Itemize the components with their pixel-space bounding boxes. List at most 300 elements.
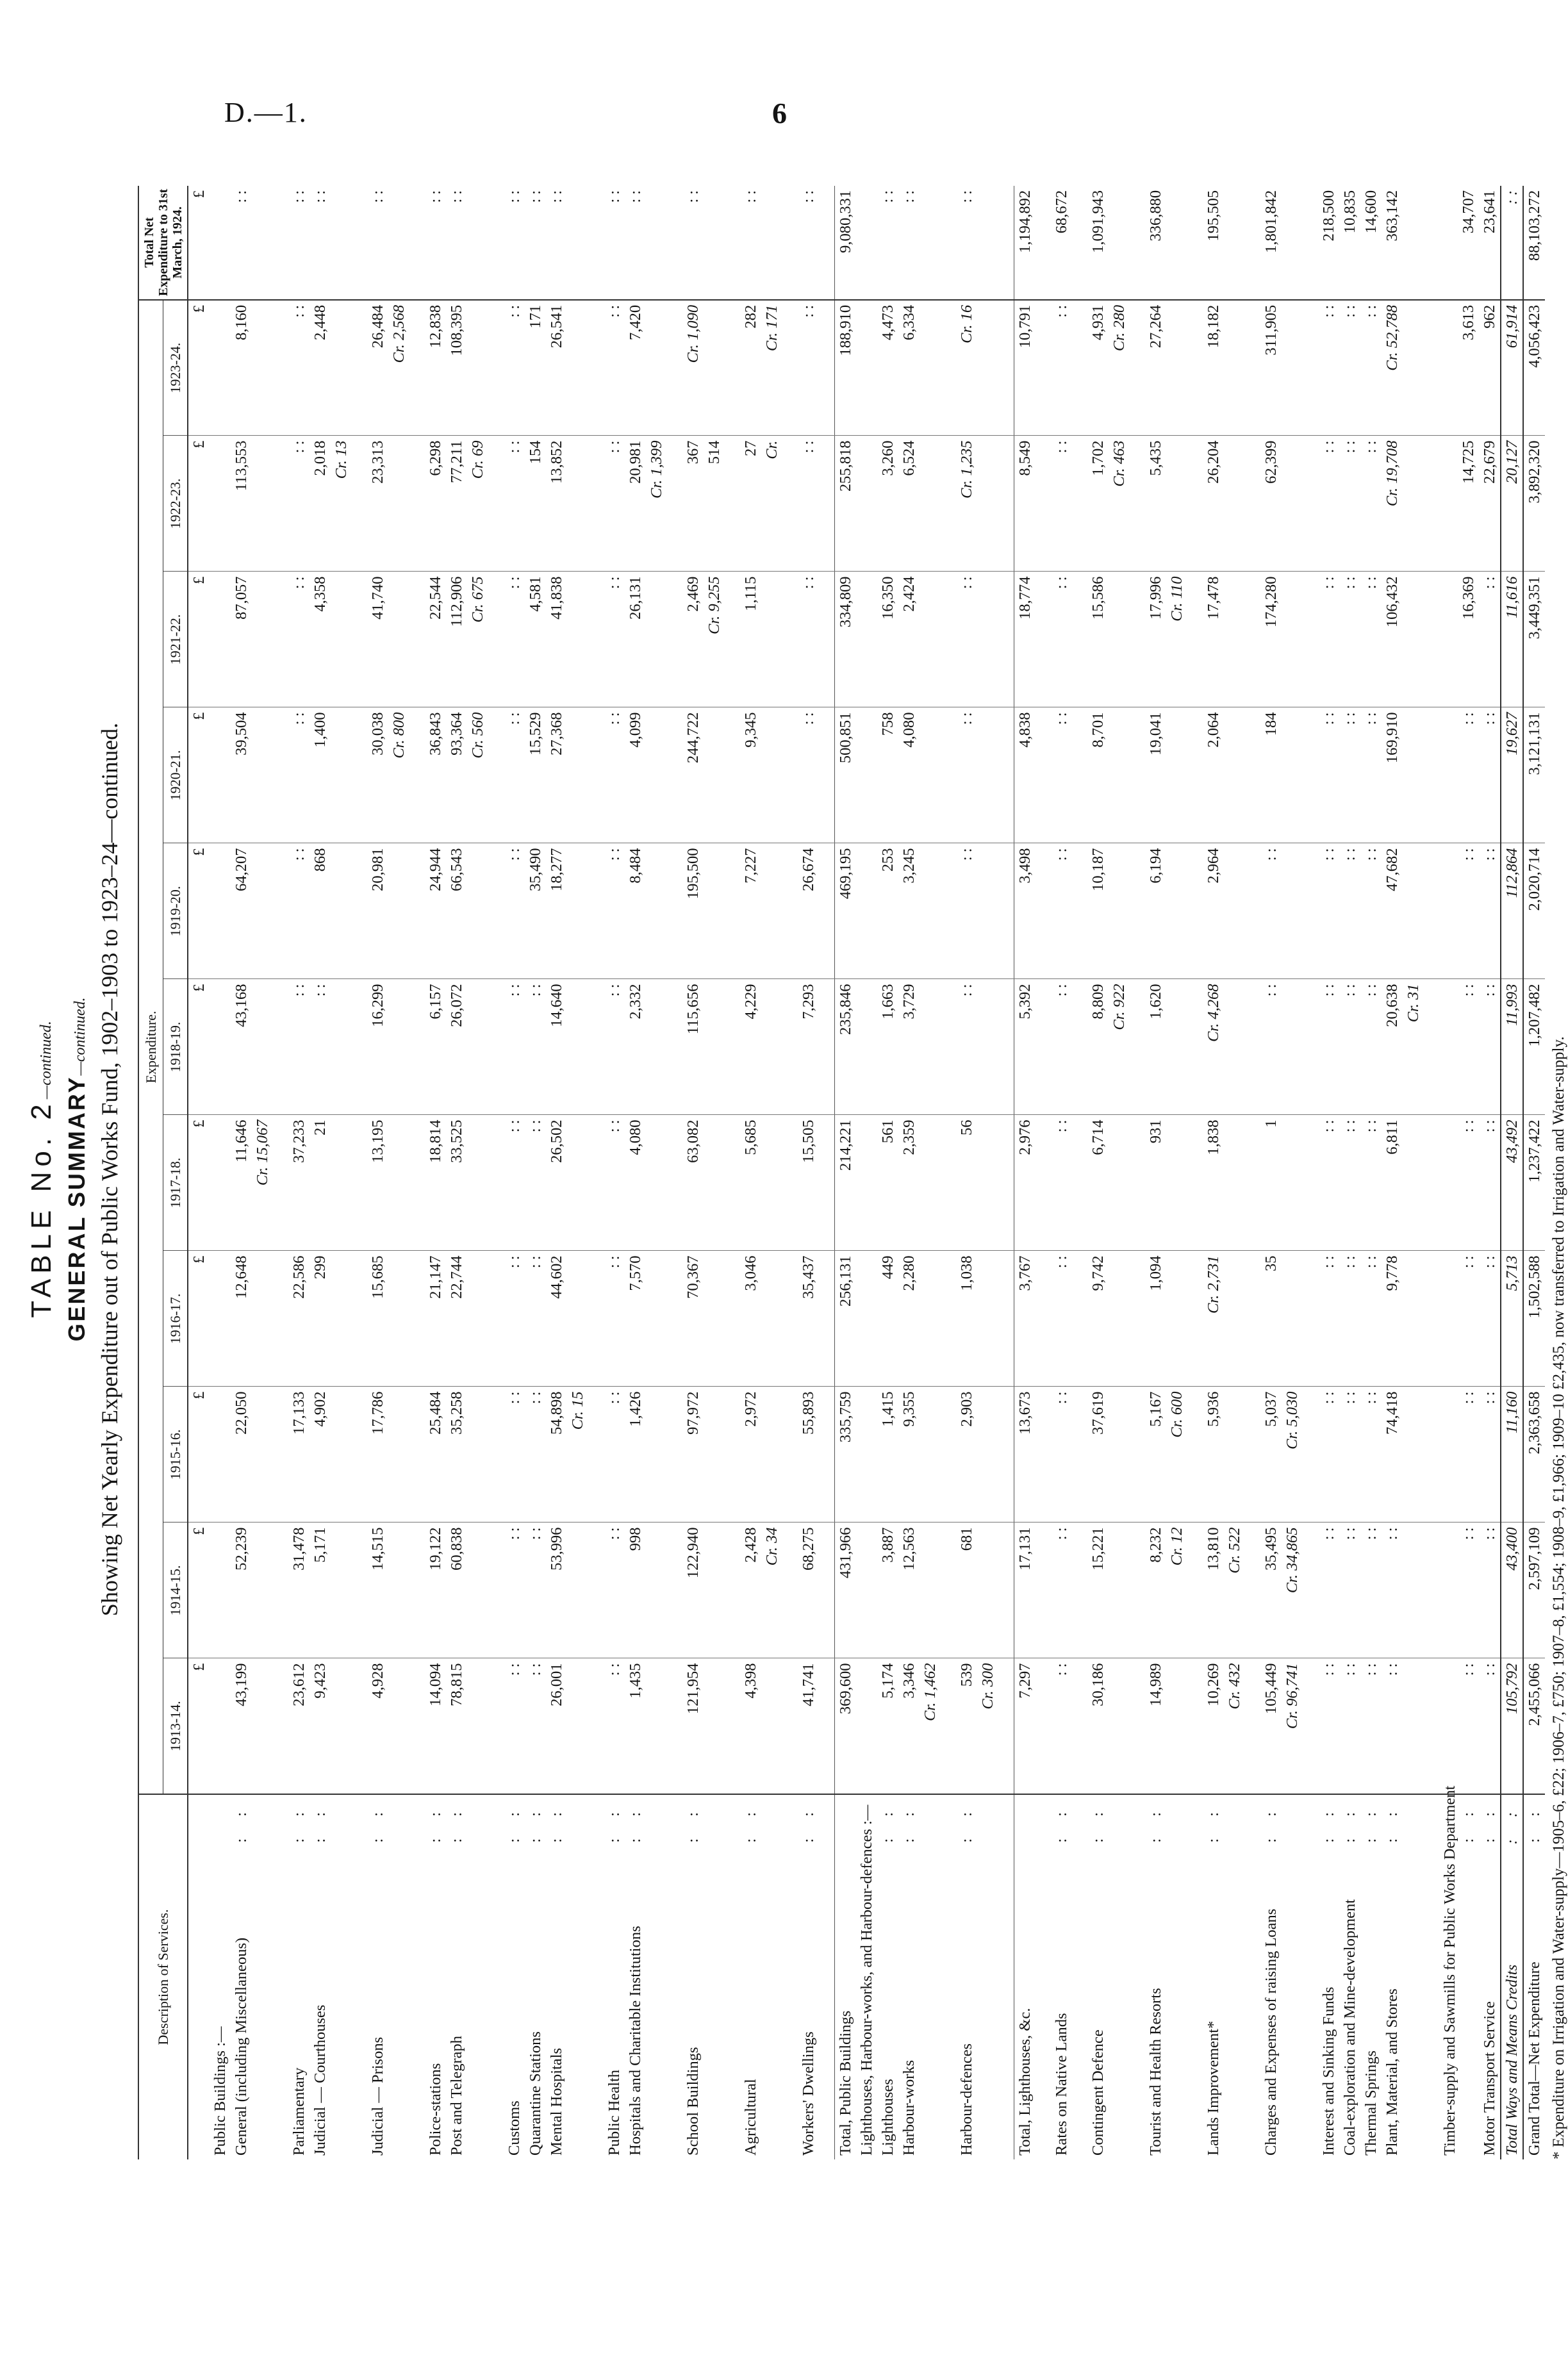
value-cell: 6,194 (1145, 843, 1166, 979)
value-cell: Cr. 12 (1166, 1522, 1187, 1658)
leader-dots: : : (1262, 1803, 1280, 1843)
title-block (26, 179, 138, 2159)
row-label-text: Timber-supply and Sawmills for Public Works Department (1441, 1785, 1458, 2156)
value-cell: 367 (682, 436, 704, 572)
value-cell: : : (231, 186, 252, 300)
value-cell: 1,801,842 (1260, 186, 1282, 300)
value-cell: : : (1479, 979, 1501, 1115)
value-cell: 27,368 (546, 707, 567, 843)
row-label (546, 1794, 567, 2159)
table-row (309, 186, 331, 2159)
value-cell: : : (1318, 436, 1339, 572)
value-cell (1282, 979, 1303, 1115)
value-cell: 8,484 (625, 843, 646, 979)
currency-cell: £ (188, 1115, 210, 1251)
table-row (210, 186, 231, 2159)
value-cell: 18,774 (1014, 572, 1036, 707)
row-label-text: Workers' Dwellings (800, 2031, 817, 2156)
summary-title (62, 179, 95, 2159)
leader-dots: : : (1383, 1803, 1401, 1843)
row-label (1224, 1794, 1245, 2159)
expenditure-group-header: Expenditure. (138, 300, 163, 1794)
value-cell: : : (525, 979, 546, 1115)
row-label (1318, 1794, 1339, 2159)
value-cell: 17,478 (1203, 572, 1224, 707)
value-cell: : : (625, 186, 646, 300)
row-label (504, 1794, 525, 2159)
table-row (682, 186, 704, 2159)
value-cell: : : (288, 979, 309, 1115)
row-label (956, 1794, 977, 2159)
value-cell: : : (309, 186, 331, 300)
table-number-title (26, 179, 62, 2159)
row-label-text: Harbour-works (900, 2059, 918, 2156)
value-cell: 681 (956, 1522, 977, 1658)
leader-dots: : : (1503, 1803, 1521, 1845)
value-cell (388, 1387, 409, 1522)
value-cell: 5,435 (1145, 436, 1166, 572)
value-cell: 68,275 (798, 1522, 819, 1658)
value-cell (761, 572, 782, 707)
value-cell: 14,515 (367, 1522, 388, 1658)
row-label (977, 1794, 998, 2159)
value-cell (252, 300, 273, 436)
value-cell: 336,880 (1145, 186, 1166, 300)
value-cell: Cr. 69 (467, 436, 488, 572)
value-cell (646, 707, 667, 843)
value-cell: : : (1318, 707, 1339, 843)
table-row (388, 186, 409, 2159)
value-cell (646, 186, 667, 300)
value-cell: 6,524 (898, 436, 920, 572)
value-cell: : : (798, 300, 819, 436)
value-cell (920, 707, 941, 843)
value-cell: 14,989 (1145, 1658, 1166, 1794)
row-label (1479, 1794, 1501, 2159)
row-label-text: Total Ways and Means Credits (1503, 1964, 1521, 2156)
value-cell (567, 843, 588, 979)
value-cell (977, 843, 998, 979)
value-cell: : : (1051, 1658, 1072, 1794)
value-cell (1109, 1251, 1130, 1387)
value-cell: 17,996 (1145, 572, 1166, 707)
value-cell: : : (525, 1658, 546, 1794)
value-cell (761, 843, 782, 979)
value-cell: : : (1360, 572, 1382, 707)
value-cell: 4,581 (525, 572, 546, 707)
row-label (567, 1794, 588, 2159)
value-cell: 5,713 (1501, 1251, 1523, 1387)
table-row (546, 186, 567, 2159)
row-label (446, 1794, 467, 2159)
value-cell: : : (1318, 1658, 1339, 1794)
value-cell: : : (425, 186, 446, 300)
value-cell: 21,147 (425, 1251, 446, 1387)
row-label (1360, 1794, 1382, 2159)
value-cell (704, 1658, 725, 1794)
value-cell: 5,037 (1260, 1387, 1282, 1522)
value-cell (977, 707, 998, 843)
value-cell: 2,976 (1014, 1115, 1036, 1251)
value-cell: : : (604, 1658, 625, 1794)
value-cell (1109, 1522, 1130, 1658)
value-cell: 4,838 (1014, 707, 1036, 843)
value-cell: 35,437 (798, 1251, 819, 1387)
value-cell: : : (1479, 572, 1501, 707)
currency-cell: £ (188, 186, 210, 300)
table-row (1051, 186, 1072, 2159)
value-cell (567, 186, 588, 300)
year-header: 1922-23. (163, 436, 188, 572)
value-cell (1403, 843, 1424, 979)
value-cell (467, 1387, 488, 1522)
value-cell: 18,814 (425, 1115, 446, 1251)
row-label (798, 1794, 819, 2159)
value-cell: : : (798, 186, 819, 300)
value-cell: 93,364 (446, 707, 467, 843)
value-cell: : : (1260, 979, 1282, 1115)
value-cell (856, 300, 877, 436)
value-cell: 26,072 (446, 979, 467, 1115)
currency-cell: £ (188, 1522, 210, 1658)
row-label (309, 1794, 331, 2159)
value-cell: 998 (625, 1522, 646, 1658)
value-cell: 23,612 (288, 1658, 309, 1794)
value-cell (856, 572, 877, 707)
value-cell (252, 979, 273, 1115)
value-cell: : : (1479, 1658, 1501, 1794)
value-cell: 64,207 (231, 843, 252, 979)
page-number: 6 (772, 97, 787, 129)
value-cell: 7,570 (625, 1251, 646, 1387)
value-cell: 311,905 (1260, 300, 1282, 436)
value-cell: Cr. 171 (761, 300, 782, 436)
table-subtitle: Showing Net Yearly Expenditure out of Public Works Fund, 1902–1903 to 1923–24—continued. (97, 722, 122, 1617)
value-cell (388, 1115, 409, 1251)
value-cell (467, 1115, 488, 1251)
table-row (1224, 186, 1245, 2159)
value-cell: 26,541 (546, 300, 567, 436)
value-cell: Cr. 13 (331, 436, 352, 572)
value-cell: 88,103,272 (1523, 186, 1545, 300)
value-cell (761, 979, 782, 1115)
value-cell: 218,500 (1318, 186, 1339, 300)
row-label (188, 1794, 210, 2159)
value-cell: 15,505 (798, 1115, 819, 1251)
leader-dots: : : (742, 1803, 759, 1843)
value-cell (252, 1658, 273, 1794)
value-cell: 12,648 (231, 1251, 252, 1387)
currency-cell: £ (188, 1387, 210, 1522)
value-cell: : : (1318, 300, 1339, 436)
value-cell: 21 (309, 1115, 331, 1251)
table-row (877, 186, 898, 2159)
row-label (210, 1794, 231, 2159)
value-cell: : : (504, 186, 525, 300)
value-cell (704, 1251, 725, 1387)
row-label (467, 1794, 488, 2159)
value-cell: 13,852 (546, 436, 567, 572)
value-cell: : : (1339, 1251, 1360, 1387)
value-cell: 3,260 (877, 436, 898, 572)
value-cell: : : (1318, 843, 1339, 979)
value-cell: 26,674 (798, 843, 819, 979)
leader-dots: : : (369, 1803, 386, 1843)
row-label (920, 1794, 941, 2159)
value-cell: 9,355 (898, 1387, 920, 1522)
value-cell: 3,892,320 (1523, 436, 1545, 572)
row-label-text: Public Health (606, 2069, 623, 2156)
value-cell (920, 186, 941, 300)
value-cell (856, 843, 877, 979)
value-cell (704, 707, 725, 843)
value-cell: : : (1501, 186, 1523, 300)
value-cell: 14,600 (1360, 186, 1382, 300)
value-cell: Cr. 5,030 (1282, 1387, 1303, 1522)
value-cell (646, 572, 667, 707)
value-cell: 5,685 (740, 1115, 761, 1251)
leader-dots: : : (506, 1803, 523, 1843)
value-cell: 18,182 (1203, 300, 1224, 436)
row-label (288, 1794, 309, 2159)
row-label (740, 1794, 761, 2159)
value-cell: 5,936 (1203, 1387, 1224, 1522)
value-cell: 2,972 (740, 1387, 761, 1522)
value-cell: 16,350 (877, 572, 898, 707)
value-cell: 37,233 (288, 1115, 309, 1251)
currency-row (188, 186, 210, 2159)
table-row (977, 186, 998, 2159)
table-row (567, 186, 588, 2159)
value-cell: 19,041 (1145, 707, 1166, 843)
value-cell (1403, 300, 1424, 436)
value-cell: 17,131 (1014, 1522, 1036, 1658)
leader-dots: : : (1205, 1803, 1222, 1843)
value-cell: 561 (877, 1115, 898, 1251)
value-cell: Cr. 675 (467, 572, 488, 707)
value-cell: : : (504, 1251, 525, 1387)
row-label (252, 1794, 273, 2159)
leader-dots: : : (311, 1803, 329, 1843)
value-cell: : : (546, 186, 567, 300)
value-cell: 2,332 (625, 979, 646, 1115)
value-cell: 66,543 (446, 843, 467, 979)
value-cell: 77,211 (446, 436, 467, 572)
value-cell (920, 979, 941, 1115)
value-cell: 4,473 (877, 300, 898, 436)
leader-dots: : : (1053, 1803, 1070, 1843)
value-cell: : : (1339, 436, 1360, 572)
value-cell: 43,199 (231, 1658, 252, 1794)
value-cell: Cr. 110 (1166, 572, 1187, 707)
value-cell: : : (1339, 1658, 1360, 1794)
value-cell: : : (1360, 300, 1382, 436)
value-cell (467, 1251, 488, 1387)
value-cell: 1,038 (956, 1251, 977, 1387)
value-cell (856, 979, 877, 1115)
row-label-text: Coal-exploration and Mine-development (1341, 1899, 1358, 2156)
value-cell (856, 1115, 877, 1251)
value-cell: 43,168 (231, 979, 252, 1115)
table-row (1382, 186, 1403, 2159)
value-cell: 3,245 (898, 843, 920, 979)
value-cell: 41,838 (546, 572, 567, 707)
value-cell: : : (1318, 979, 1339, 1115)
value-cell: 184 (1260, 707, 1282, 843)
value-cell: 10,791 (1014, 300, 1036, 436)
value-cell: 26,001 (546, 1658, 567, 1794)
value-cell: Cr. 1,235 (956, 436, 977, 572)
value-cell: : : (1360, 1251, 1382, 1387)
value-cell: 54,898 (546, 1387, 567, 1522)
table-row (288, 186, 309, 2159)
value-cell: : : (504, 572, 525, 707)
table-row (646, 186, 667, 2159)
value-cell: 6,334 (898, 300, 920, 436)
row-label (1166, 1794, 1187, 2159)
value-cell: 78,815 (446, 1658, 467, 1794)
row-label (625, 1794, 646, 2159)
table-row (1203, 186, 1224, 2159)
value-cell: Cr. 2,731 (1203, 1251, 1224, 1387)
value-cell: Cr. 280 (1109, 300, 1130, 436)
value-cell: : : (1339, 843, 1360, 979)
value-cell (1224, 843, 1245, 979)
value-cell: 335,759 (835, 1387, 857, 1522)
row-label-text: Total, Public Buildings (837, 2010, 854, 2156)
value-cell: 22,744 (446, 1251, 467, 1387)
title-line1: TABLE No. 2 (26, 1099, 57, 1318)
value-cell: 7,293 (798, 979, 819, 1115)
value-cell: 2,020,714 (1523, 843, 1545, 979)
value-cell: 60,838 (446, 1522, 467, 1658)
currency-cell: £ (188, 300, 210, 436)
value-cell (646, 1522, 667, 1658)
table-row (1282, 186, 1303, 2159)
row-label-text: Judicial — Prisons (369, 2036, 386, 2156)
value-cell: 6,811 (1382, 1115, 1403, 1251)
value-cell (646, 1115, 667, 1251)
value-cell: : : (1360, 843, 1382, 979)
value-cell: 11,646 (231, 1115, 252, 1251)
value-cell: : : (1479, 1115, 1501, 1251)
row-label-text: Judicial — Courthouses (311, 2004, 329, 2156)
value-cell: 1,838 (1203, 1115, 1224, 1251)
value-cell: : : (1318, 572, 1339, 707)
value-cell (210, 707, 231, 843)
value-cell (1166, 300, 1187, 436)
value-cell: : : (956, 572, 977, 707)
row-label (231, 1794, 252, 2159)
value-cell: : : (604, 436, 625, 572)
value-cell (252, 843, 273, 979)
row-label (331, 1794, 352, 2159)
row-label (1339, 1794, 1360, 2159)
value-cell: 30,186 (1087, 1658, 1109, 1794)
value-cell: Cr. 16 (956, 300, 977, 436)
table-row (1014, 186, 1036, 2159)
value-cell (1282, 1251, 1303, 1387)
table-row (425, 186, 446, 2159)
value-cell (1282, 843, 1303, 979)
leader-dots: : : (527, 1803, 544, 1843)
value-cell: 115,656 (682, 979, 704, 1115)
row-label-text: Quarantine Stations (527, 2031, 544, 2156)
row-label (646, 1794, 667, 2159)
table-row (1479, 186, 1501, 2159)
value-cell: 334,809 (835, 572, 857, 707)
value-cell (210, 979, 231, 1115)
row-label (1109, 1794, 1130, 2159)
value-cell: Cr. 15 (567, 1387, 588, 1522)
value-cell: Cr. 600 (1166, 1387, 1187, 1522)
row-label (1382, 1794, 1403, 2159)
value-cell: : : (1479, 1522, 1501, 1658)
table-row (1339, 186, 1360, 2159)
leader-dots: : : (448, 1803, 465, 1843)
value-cell (1109, 1387, 1130, 1522)
year-header: 1923-24. (163, 300, 188, 436)
row-label (682, 1794, 704, 2159)
table-row (604, 186, 625, 2159)
row-label (1145, 1794, 1166, 2159)
row-label-text: School Buildings (684, 2047, 702, 2156)
value-cell (1166, 186, 1187, 300)
value-cell: : : (1360, 1658, 1382, 1794)
value-cell: 154 (525, 436, 546, 572)
leader-dots: : : (1362, 1803, 1380, 1843)
value-cell: 9,345 (740, 707, 761, 843)
value-cell: 13,810 (1203, 1522, 1224, 1658)
leader-dots: : : (958, 1803, 975, 1843)
value-cell (331, 1522, 352, 1658)
value-cell: 15,685 (367, 1251, 388, 1387)
leader-dots: : : (1320, 1803, 1337, 1843)
value-cell: : : (1339, 707, 1360, 843)
value-cell: : : (525, 1251, 546, 1387)
currency-cell: £ (188, 436, 210, 572)
value-cell (331, 186, 352, 300)
table-row (740, 186, 761, 2159)
value-cell (567, 1251, 588, 1387)
row-label-text: Contingent Defence (1089, 2029, 1107, 2156)
value-cell (704, 1115, 725, 1251)
row-label-text: Motor Transport Service (1481, 2001, 1498, 2156)
row-label-text: Lands Improvement* (1205, 2020, 1222, 2156)
value-cell: 169,910 (1382, 707, 1403, 843)
row-label-text: Interest and Sinking Funds (1320, 1986, 1337, 2156)
value-cell (467, 300, 488, 436)
value-cell: 2,903 (956, 1387, 977, 1522)
value-cell: : : (1051, 1251, 1072, 1387)
value-cell (920, 1522, 941, 1658)
value-cell: 469,195 (835, 843, 857, 979)
value-cell: 12,838 (425, 300, 446, 436)
row-label (1203, 1794, 1224, 2159)
currency-cell: £ (188, 979, 210, 1115)
value-cell: 244,722 (682, 707, 704, 843)
value-cell: Cr. 800 (388, 707, 409, 843)
value-cell (467, 1658, 488, 1794)
row-label-text: Agricultural (742, 2079, 759, 2156)
table-row (835, 186, 857, 2159)
value-cell: 4,099 (625, 707, 646, 843)
value-cell: : : (956, 979, 977, 1115)
value-cell (467, 186, 488, 300)
row-label-text: Grand Total—Net Expenditure (1526, 1961, 1543, 2156)
value-cell: : : (1479, 707, 1501, 843)
value-cell: : : (604, 1522, 625, 1658)
